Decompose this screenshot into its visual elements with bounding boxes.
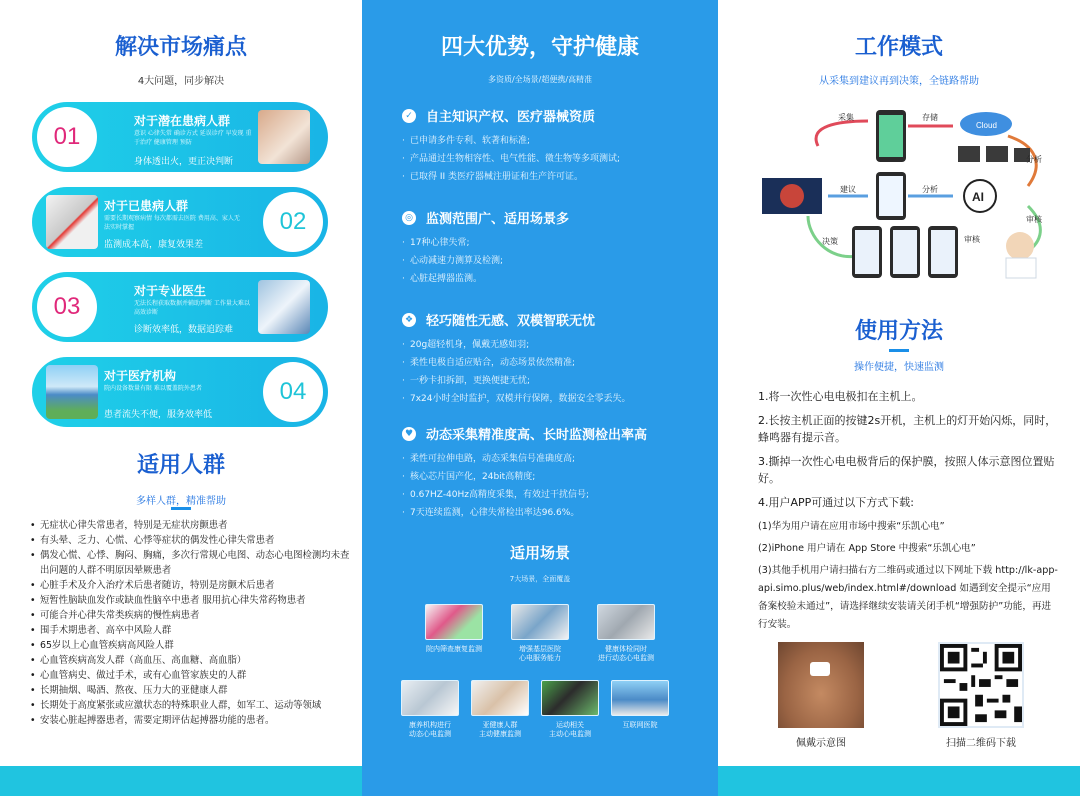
list-item: · 心脏起搏器监测。 bbox=[402, 270, 702, 288]
card-title: 对于潜在患病人群 bbox=[134, 114, 231, 128]
suggest-label: 建议 bbox=[840, 185, 856, 194]
cloud-label: Cloud bbox=[976, 121, 997, 130]
card-title: 对于医疗机构 bbox=[104, 369, 177, 383]
advantage-list-2 bbox=[402, 234, 702, 288]
advantages-subtitle: 多资质/全场景/超便携/高精准 bbox=[487, 75, 593, 84]
doctor-photo bbox=[258, 280, 310, 334]
qr-caption: 扫描二维码下载 bbox=[946, 738, 1016, 749]
collect-arrow bbox=[816, 121, 868, 146]
bottom-bar-left bbox=[0, 766, 362, 796]
review-right-label: 审核 bbox=[1026, 215, 1042, 224]
card-highlight: 患者流失不便，服务效率低 bbox=[104, 410, 213, 420]
list-item: · 产品通过生物相容性、电气性能、微生物等多项测试; bbox=[402, 150, 702, 168]
list-item: • 心血管疾病高发人群（高血压、高血糖、高血脂） bbox=[30, 653, 350, 668]
list-item: · 0.67HZ-40Hz高精度采集，有效过干扰信号; bbox=[402, 486, 702, 504]
bottom-bar-right bbox=[718, 766, 1080, 796]
list-item: · 一秒卡扣拆卸，更换便捷无忧; bbox=[402, 372, 702, 390]
ai-label: AI bbox=[972, 190, 984, 204]
scene-item bbox=[462, 680, 538, 739]
crowd-title: 适用人群 bbox=[136, 453, 225, 478]
woman-holding-chest-photo bbox=[258, 110, 310, 164]
download-text: (1)华为用户请在应用市场中搜索“乐凯心电” bbox=[758, 521, 945, 532]
card-number: 02 bbox=[263, 192, 323, 252]
crowd-divider bbox=[171, 507, 191, 510]
usage-divider bbox=[889, 349, 909, 352]
monitor-icon: ◎ bbox=[402, 211, 416, 225]
list-item: · 已申请多件专利、软著和标准; bbox=[402, 132, 702, 150]
list-item: • 65岁以上心血管疾病高风险人群 bbox=[30, 638, 350, 653]
usage-subtitle: 操作便捷，快速监测 bbox=[854, 362, 944, 373]
pain-card-1 bbox=[32, 102, 328, 172]
list-item: · 7天连续监测，心律失常检出率达96.6%。 bbox=[402, 504, 702, 522]
scene-image bbox=[597, 604, 655, 640]
list-item: • 心脏手术及介入治疗术后患者随访，特别是房颤术后患者 bbox=[30, 578, 350, 593]
doctor-icon bbox=[1006, 232, 1034, 260]
step-text: 3.撕掉一次性心电电极背后的保护膜，按照人体示意图位置贴好。 bbox=[758, 455, 1055, 485]
qr-code-icon bbox=[940, 644, 1022, 726]
crowd-subtitle: 多样人群，精准帮助 bbox=[136, 496, 226, 507]
list-item: • 有头晕、乏力、心慌、心悸等症状的偶发性心律失常患者 bbox=[30, 533, 350, 548]
pain-points-subtitle: 4大问题，同步解决 bbox=[137, 76, 225, 87]
list-item: • 长期处于高度紧张或应激状态的特殊职业人群，如军工、运动等领域 bbox=[30, 698, 350, 713]
download-text: (3)其他手机用户请扫描右方二维码或通过以下网址下载 http://lk-app-api.simo.plus/web/index.html#/download 如遇到安全提示“应用备案校验未通过”，请选择继续安装请关闭手机“增强防护”功能，再进行安装。 bbox=[758, 565, 1058, 630]
card-highlight: 监测成本高，康复效果差 bbox=[104, 240, 204, 250]
advantage-heading-1: ✓ 自主知识产权、医疗器械资质 bbox=[402, 106, 595, 125]
list-item: • 长期抽烟、喝酒、熬夜、压力大的亚健康人群 bbox=[30, 683, 350, 698]
middle-panel bbox=[362, 0, 718, 796]
list-item: · 柔性电极自适应贴合，动态场景依然精准; bbox=[402, 354, 702, 372]
scene-caption: 增强基层医院 心电服务能力 bbox=[519, 645, 561, 662]
list-item: · 17种心律失常; bbox=[402, 234, 702, 252]
scene-caption: 院内筛查康复监测 bbox=[426, 645, 482, 653]
scene-image bbox=[611, 680, 669, 716]
work-mode-title: 工作模式 bbox=[854, 35, 943, 60]
scene-image bbox=[541, 680, 599, 716]
list-item: • 偶发心慌、心悸、胸闷、胸痛，多次行常规心电图、动态心电图检测均未查出问题的人群不明原因晕厥患者 bbox=[30, 548, 350, 578]
list-item: · 7x24小时全时监护，双模并行保障，数据安全零丢失。 bbox=[402, 390, 702, 408]
download-text: (2)iPhone 用户请在 App Store 中搜索“乐凯心电” bbox=[758, 543, 976, 554]
card-desc: 院内设备数量有限 难以覆盖院外患者 bbox=[104, 385, 202, 392]
decide-label: 决策 bbox=[822, 237, 838, 246]
computer-icon bbox=[958, 146, 980, 162]
scene-item bbox=[502, 604, 578, 663]
scene-item bbox=[416, 604, 492, 654]
scenes-subtitle: 7大场景，全面覆盖 bbox=[509, 575, 571, 583]
review-bottom-label: 审核 bbox=[964, 235, 980, 244]
advantage-list-4 bbox=[402, 450, 702, 522]
list-item: · 已取得 II 类医疗器械注册证和生产许可证。 bbox=[402, 168, 702, 186]
card-desc: 意识 心律失常 确诊方式 延误诊疗 早发现 重于治疗 健康管理 预防 bbox=[134, 130, 252, 146]
crowd-list bbox=[30, 518, 350, 728]
card-number: 04 bbox=[263, 362, 323, 422]
scene-item bbox=[532, 680, 608, 739]
card-title: 对于已患病人群 bbox=[104, 199, 189, 213]
scene-item bbox=[392, 680, 468, 739]
pain-card-2 bbox=[32, 187, 328, 257]
scene-caption: 亚健康人群 主动健康监测 bbox=[479, 721, 521, 738]
scene-image bbox=[511, 604, 569, 640]
collect-label: 采集 bbox=[838, 113, 854, 122]
step-text: 1.将一次性心电电极扣在主机上。 bbox=[758, 390, 923, 403]
analyze-center-label: 分析 bbox=[922, 185, 938, 194]
device-patch bbox=[810, 662, 830, 676]
wearing-demo-image bbox=[778, 642, 864, 728]
scene-image bbox=[471, 680, 529, 716]
list-item: • 安装心脏起搏器患者，需要定期评估起搏器功能的患者。 bbox=[30, 713, 350, 728]
list-item: · 20g超轻机身，佩戴无感如羽; bbox=[402, 336, 702, 354]
usage-steps bbox=[758, 388, 1058, 638]
advantage-heading-3: ❖ 轻巧随性无感、双模智联无忧 bbox=[402, 310, 595, 329]
list-item: · 柔性可拉伸电路，动态采集信号准确度高; bbox=[402, 450, 702, 468]
computer-icon bbox=[986, 146, 1008, 162]
scene-caption: 健康体检同时 进行动态心电监测 bbox=[598, 645, 654, 662]
advantages-title: 四大优势，守护健康 bbox=[440, 35, 639, 60]
step-text: 2.长按主机正面的按键2s开机，主机上的灯开始闪烁，同时，蜂鸣器有提示音。 bbox=[758, 414, 1057, 444]
pain-card-3 bbox=[32, 272, 328, 342]
scene-caption: 互联网医院 bbox=[622, 721, 658, 729]
stethoscope-photo bbox=[46, 195, 98, 249]
card-number: 03 bbox=[37, 277, 97, 337]
list-item: · 心动减速力测算及检测; bbox=[402, 252, 702, 270]
pain-points-title: 解决市场痛点 bbox=[114, 35, 247, 60]
list-item: • 短暂性脑缺血发作或缺血性脑卒中患者 服用抗心律失常药物患者 bbox=[30, 593, 350, 608]
card-highlight: 身体透出火，更正决判断 bbox=[134, 157, 234, 167]
store-label: 存储 bbox=[922, 113, 938, 122]
card-desc: 无法长程获取数据并辅助判断 工作量大难以高效诊断 bbox=[134, 300, 250, 316]
hospital-building-photo bbox=[46, 365, 98, 419]
card-number: 01 bbox=[37, 107, 97, 167]
usage-title: 使用方法 bbox=[854, 319, 943, 344]
card-title: 对于专业医生 bbox=[134, 284, 207, 298]
advantage-heading-4: ♥ 动态采集精准度高、长时监测检出率高 bbox=[402, 424, 647, 443]
work-mode-diagram bbox=[758, 106, 1058, 286]
scene-image bbox=[401, 680, 459, 716]
list-item: • 无症状心律失常患者，特别是无症状房颤患者 bbox=[30, 518, 350, 533]
scene-caption: 运动相关 主动心电监测 bbox=[549, 721, 591, 738]
list-item: • 围手术期患者、高卒中风险人群 bbox=[30, 623, 350, 638]
advantage-heading-2: ◎ 监测范围广、适用场景多 bbox=[402, 208, 569, 227]
scene-image bbox=[425, 604, 483, 640]
scenes-title: 适用场景 bbox=[509, 544, 570, 562]
card-desc: 需要长期观察病情 每次都需去医院 费用高、家人无法实时掌握 bbox=[104, 215, 240, 231]
list-item: • 心血管病史、做过手术，或有心血管家族史的人群 bbox=[30, 668, 350, 683]
pulse-icon: ♥ bbox=[402, 427, 416, 441]
left-panel bbox=[0, 0, 362, 796]
advantage-list-1 bbox=[402, 132, 702, 186]
scene-item bbox=[588, 604, 664, 663]
card-highlight: 诊断效率低，数据追踪难 bbox=[134, 325, 234, 335]
step-text: 4.用户APP可通过以下方式下载: bbox=[758, 496, 914, 509]
advantage-list-3 bbox=[402, 336, 702, 408]
scene-item bbox=[602, 680, 678, 730]
qr-code[interactable] bbox=[938, 642, 1024, 728]
scene-caption: 康养机构进行 动态心电监测 bbox=[409, 721, 451, 738]
analyze-right-label: 分析 bbox=[1026, 155, 1042, 164]
list-item: • 可能合并心律失常类疾病的慢性病患者 bbox=[30, 608, 350, 623]
list-item: · 核心芯片国产化，24bit高精度; bbox=[402, 468, 702, 486]
certificate-icon: ✓ bbox=[402, 109, 416, 123]
pain-card-4 bbox=[32, 357, 328, 427]
feather-icon: ❖ bbox=[402, 313, 416, 327]
work-mode-subtitle: 从采集到建议再到决策，全链路帮助 bbox=[819, 76, 979, 87]
wearing-demo-caption: 佩戴示意图 bbox=[796, 738, 846, 749]
